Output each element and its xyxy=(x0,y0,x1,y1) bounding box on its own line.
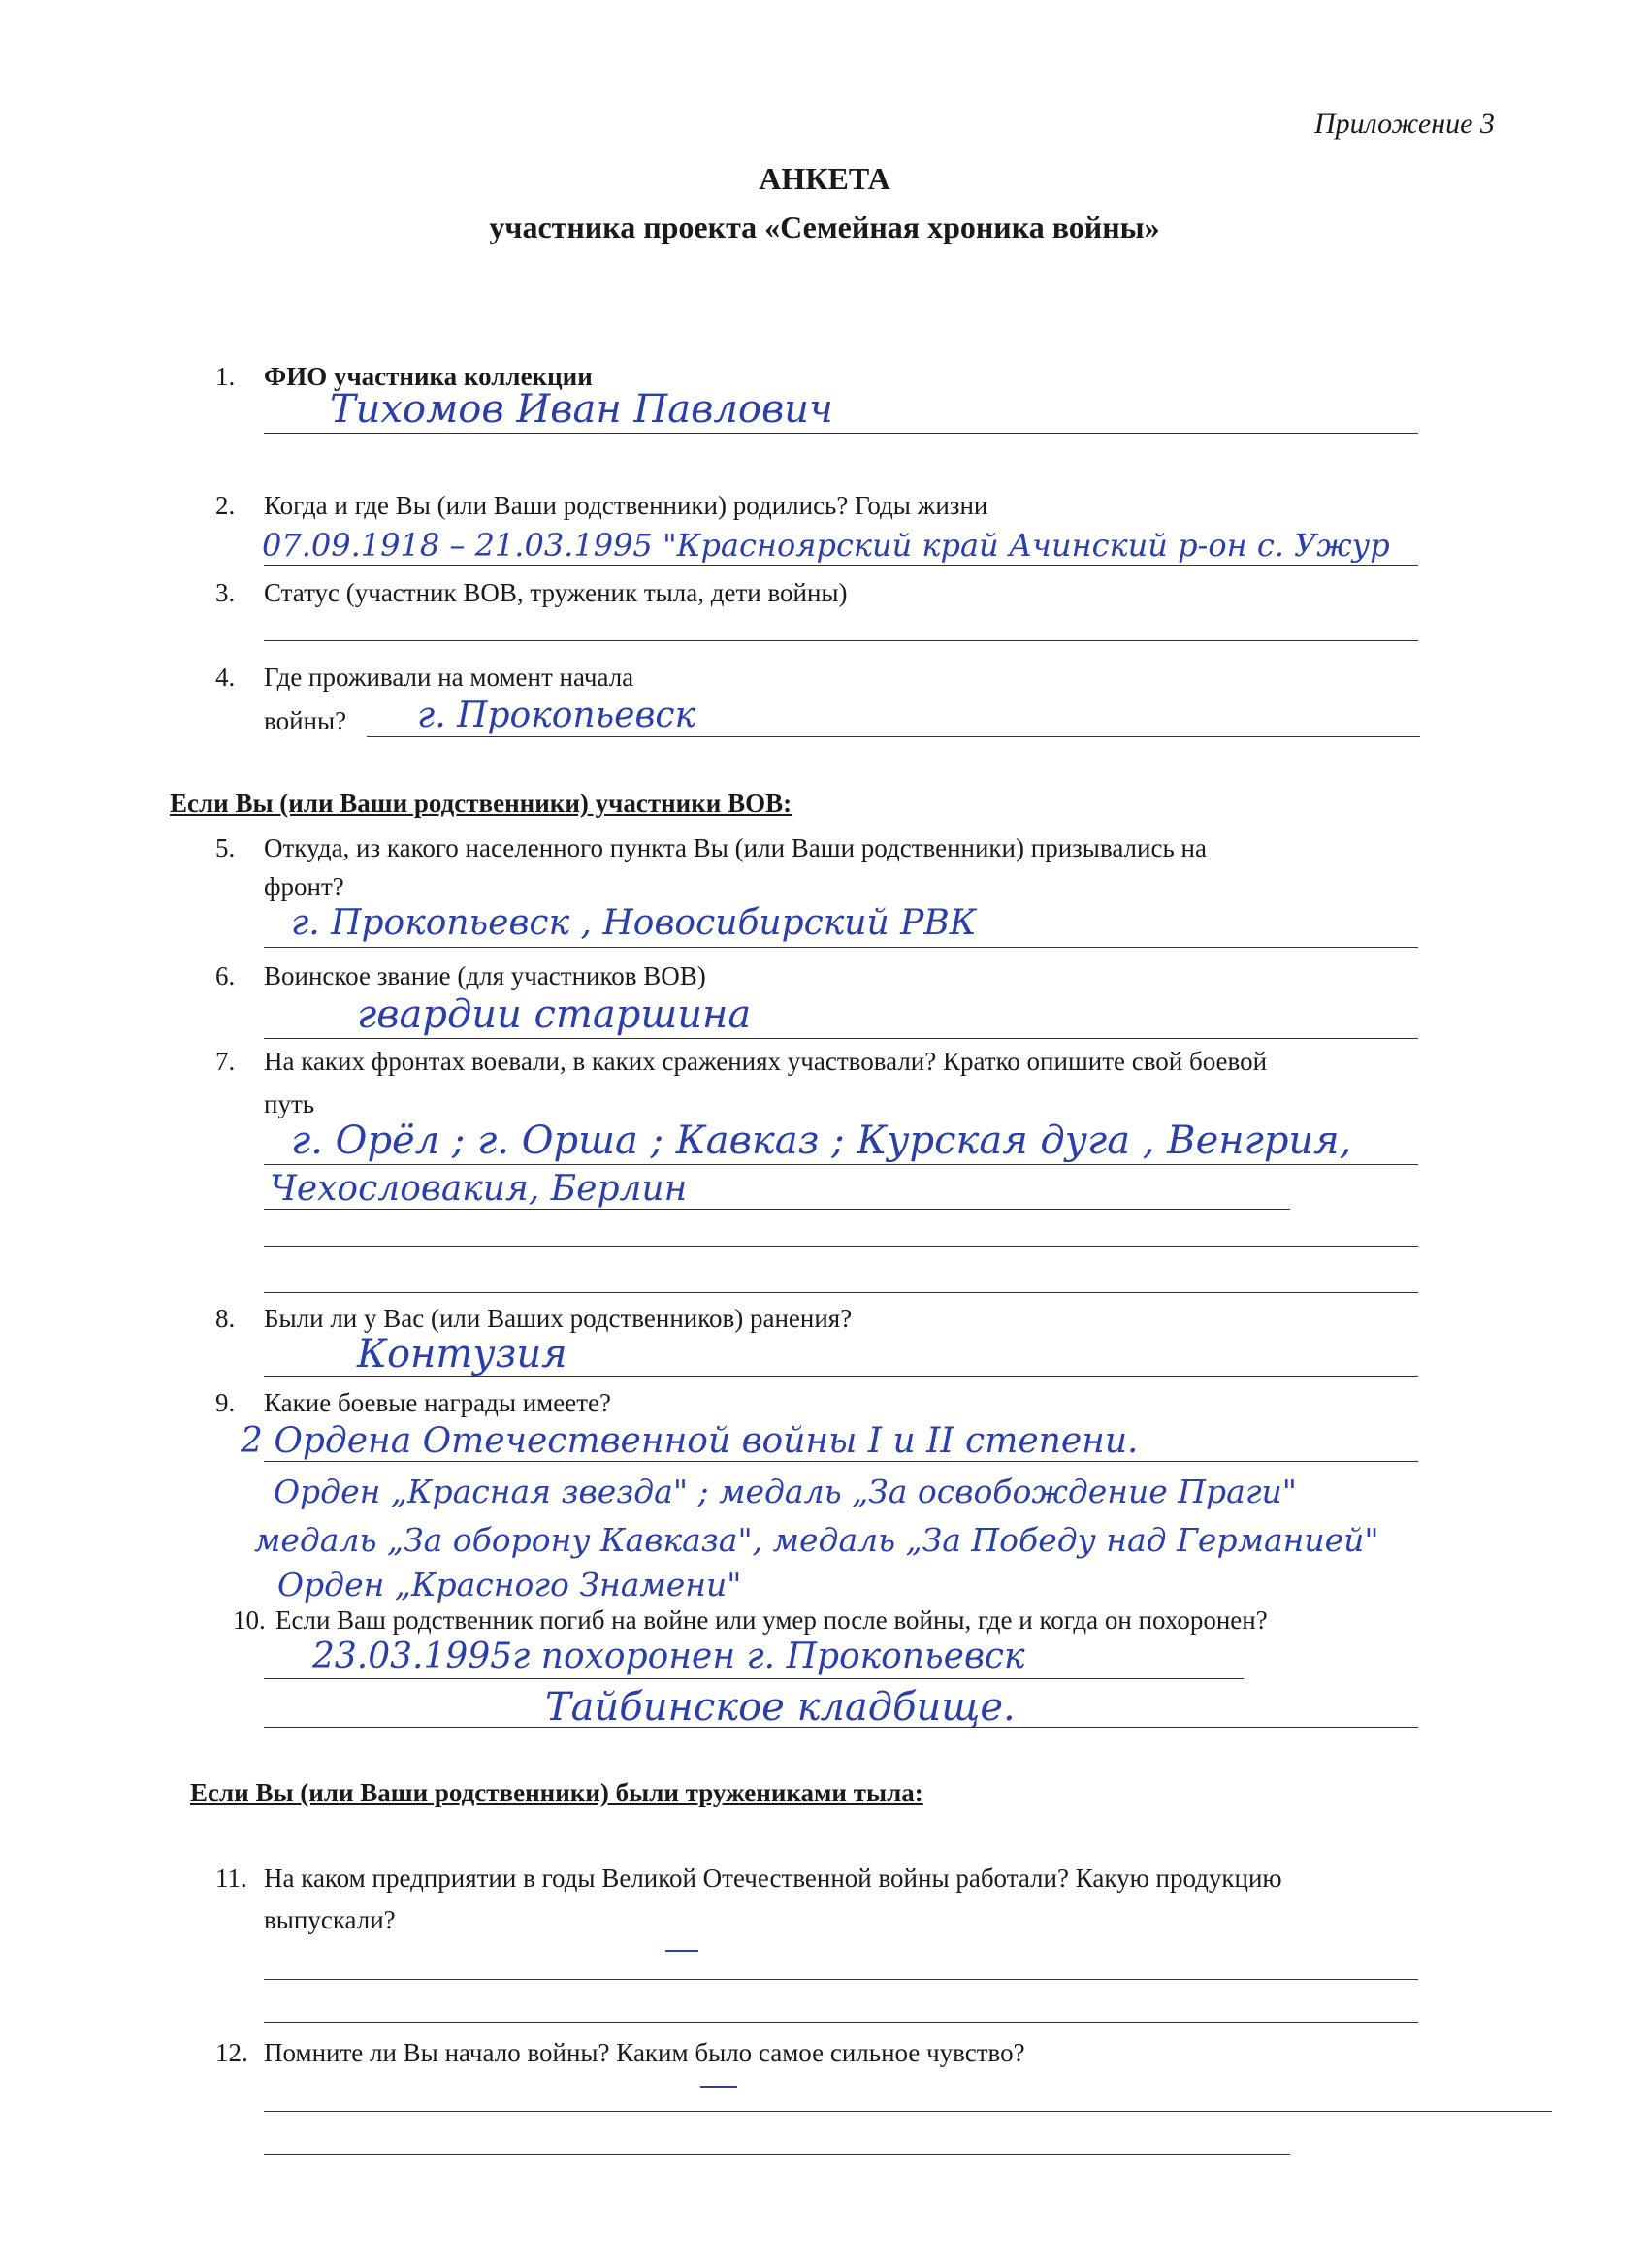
q9-text: Какие боевые награды имеете? xyxy=(264,1388,612,1417)
appendix-label: Приложение 3 xyxy=(1314,108,1495,140)
q1-answer: Тихомов Иван Павлович xyxy=(330,387,833,432)
q9-answer-line-1 xyxy=(264,1461,1418,1462)
q6-number: 6. xyxy=(215,961,236,990)
q11-number: 11. xyxy=(215,1863,247,1893)
q3-number: 3. xyxy=(215,578,236,607)
q4-text-cont: войны? xyxy=(264,706,347,735)
q7-answer-line1: г. Орёл ; г. Орша ; Кавказ ; Курская дуга , Венгрия, xyxy=(291,1118,1352,1163)
q11-answer-dash xyxy=(665,1950,698,1952)
q3-text: Статус (участник ВОВ, труженик тыла, дети войны) xyxy=(264,578,848,607)
q9-answer-line4: Орден „Красного Знамени" xyxy=(277,1566,742,1604)
q8-answer: Контузия xyxy=(357,1332,567,1377)
q6-text: Воинское звание (для участников ВОВ) xyxy=(264,961,706,990)
q8-text: Были ли у Вас (или Ваших родственников) ранения? xyxy=(264,1304,853,1333)
q8-number: 8. xyxy=(215,1304,236,1333)
q5-text: Откуда, из какого населенного пункта Вы (или Ваши родственники) призывались на xyxy=(264,833,1207,862)
q2-number: 2. xyxy=(215,491,236,520)
section-wwii-heading: Если Вы (или Ваши родственники) участники ВОВ: xyxy=(170,789,792,818)
q11-answer-line-1 xyxy=(264,1979,1418,1980)
q4-answer-line xyxy=(367,736,1420,737)
q5-answer: г. Прокопьевск , Новосибирский РВК xyxy=(291,903,977,943)
q8-answer-line xyxy=(264,1376,1418,1377)
q7-answer-line-2 xyxy=(264,1209,1290,1210)
q12-text: Помните ли Вы начало войны? Каким было самое сильное чувство? xyxy=(264,2038,1025,2067)
q11-text: На каком предприятии в годы Великой Отечественной войны работали? Какую продукцию xyxy=(264,1863,1282,1893)
q7-answer-line-3 xyxy=(264,1246,1418,1247)
q4-number: 4. xyxy=(215,663,236,692)
q10-number: 10. xyxy=(233,1605,266,1635)
q4-answer: г. Прокопьевск xyxy=(417,696,696,735)
q3-answer-line xyxy=(264,640,1418,641)
q6-answer-line xyxy=(264,1038,1418,1039)
q10-answer-line1: 23.03.1995г похоронен г. Прокопьевск xyxy=(312,1636,1025,1676)
q7-text: На каких фронтах воевали, в каких сражениях участвовали? Кратко опишите свой боевой xyxy=(264,1047,1268,1076)
q11-text-cont: выпускали? xyxy=(264,1905,396,1934)
q7-answer-line2: Чехословакия, Берлин xyxy=(270,1169,688,1209)
q10-answer-line-2 xyxy=(264,1727,1418,1728)
q1-answer-line xyxy=(264,433,1418,434)
q7-answer-line-1 xyxy=(264,1164,1418,1165)
q9-answer-line2: Орден „Красная звезда" ; медаль „За освобождение Праги" xyxy=(274,1473,1297,1510)
q12-answer-dash xyxy=(700,2086,737,2088)
q2-answer: 07.09.1918 – 21.03.1995 "Красноярский край Ачинский р-он с. Ужур xyxy=(262,527,1390,564)
q9-answer-line3: медаль „За оборону Кавказа", медаль „За Победу над Германией" xyxy=(254,1521,1379,1559)
q9-number: 9. xyxy=(215,1388,236,1417)
q11-answer-line-2 xyxy=(264,2022,1418,2023)
q7-number: 7. xyxy=(215,1047,236,1076)
q12-answer-line-1 xyxy=(264,2111,1552,2112)
q4-text: Где проживали на момент начала xyxy=(264,663,634,692)
q6-answer: гвардии старшина xyxy=(357,992,752,1037)
q5-number: 5. xyxy=(215,833,236,862)
section-home-front-heading: Если Вы (или Ваши родственники) были тружениками тыла: xyxy=(190,1778,923,1807)
q5-text-cont: фронт? xyxy=(264,872,344,901)
form-subtitle: участника проекта «Семейная хроника войны» xyxy=(489,210,1160,244)
q1-text: ФИО участника коллекции xyxy=(264,362,593,391)
q10-answer-line-1 xyxy=(264,1678,1244,1679)
q2-text: Когда и где Вы (или Ваши родственники) родились? Годы жизни xyxy=(264,491,988,520)
q5-answer-line xyxy=(264,947,1418,948)
q12-number: 12. xyxy=(215,2038,248,2067)
q10-answer-line2: Тайбинское кладбище. xyxy=(545,1685,1016,1730)
q2-answer-line xyxy=(264,565,1418,566)
q7-answer-line-4 xyxy=(264,1292,1418,1293)
q9-answer-line1: 2 Ордена Отечественной войны I и II степени. xyxy=(241,1421,1139,1461)
q12-answer-line-2 xyxy=(264,2154,1290,2155)
q1-number: 1. xyxy=(215,362,236,391)
q10-text: Если Ваш родственник погиб на войне или умер после войны, где и когда он похоронен? xyxy=(275,1605,1268,1635)
form-title: АНКЕТА xyxy=(759,161,890,196)
q7-text-cont: путь xyxy=(264,1089,315,1118)
